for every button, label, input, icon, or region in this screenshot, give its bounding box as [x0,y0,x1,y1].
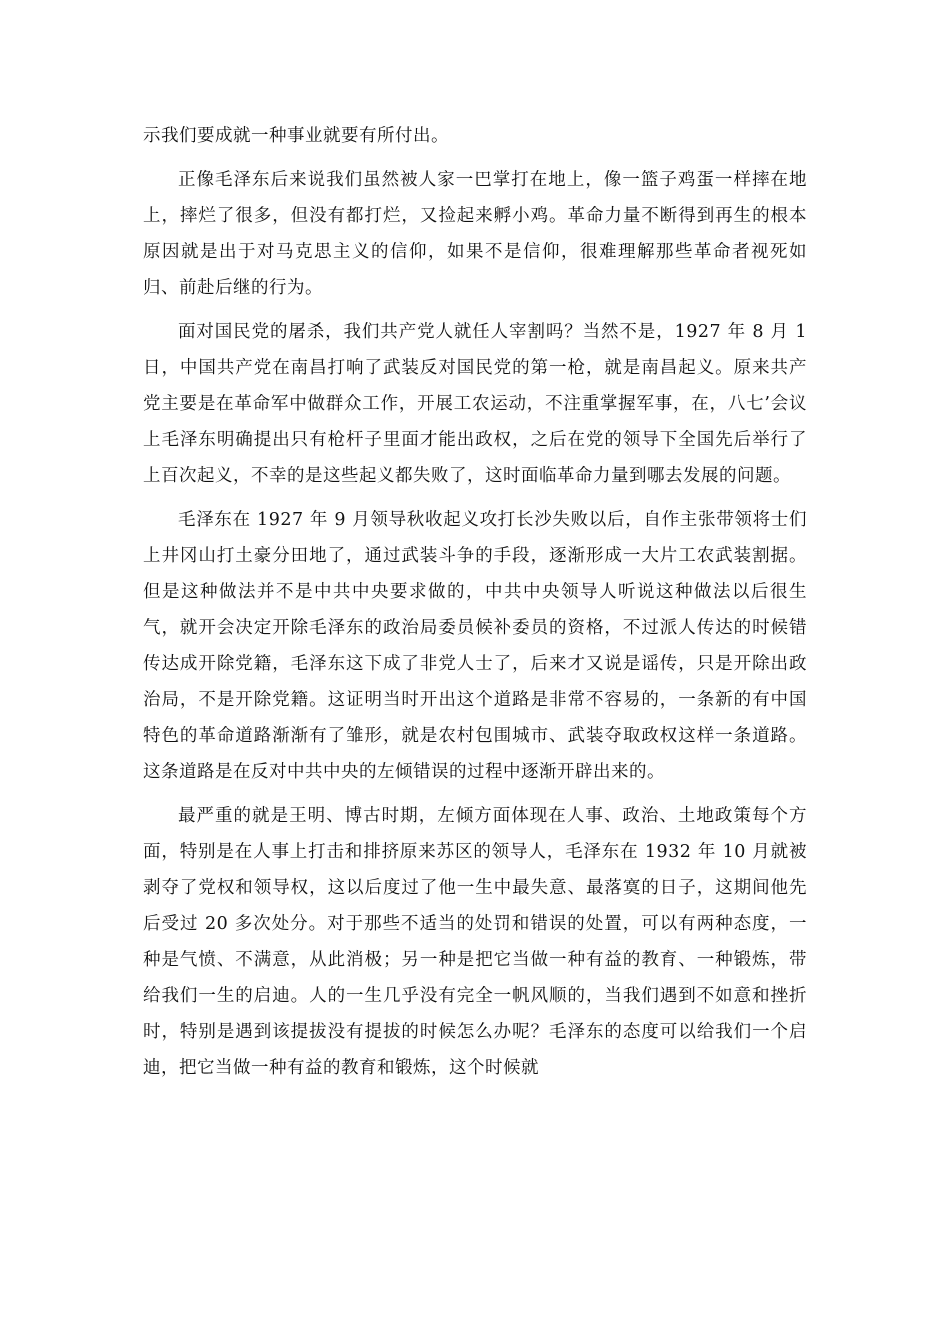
paragraph-2: 正像毛泽东后来说我们虽然被人家一巴掌打在地上，像一篮子鸡蛋一样摔在地上，摔烂了很多，但没有都打烂，又捡起来孵小鸡。革命力量不断得到再生的根本原因就是出于对马克思主义的信仰，如果不是信仰，很难理解那些革命者视死如归、前赴后继的行为。 [143,170,807,298]
paragraph-5: 最严重的就是王明、博古时期，左倾方面体现在人事、政治、土地政策每个方面，特别是在人事上打击和排挤原来苏区的领导人，毛泽东在 1932 年 10 月就被剥夺了党权和领导权，这以后度过了他一生中最失意、最落寞的日子，这期间他先后受过 20 多次处分。对于那些不适当的处罚和错误的处置，可以有两种态度，一种是气愤、不满意，从此消极；另一种是把它当做一种有益的教育、一种锻炼，带给我们一生的启迪。人的一生几乎没有完全一帆风顺的，当我们遇到不如意和挫折时，特别是遇到该提拔没有提拔的时候怎么办呢？毛泽东的态度可以给我们一个启迪，把它当做一种有益的教育和锻炼，这个时候就 [143,806,807,1078]
paragraph-1: 示我们要成就一种事业就要有所付出。 [143,126,449,146]
document-body [143,118,807,1086]
paragraph-4: 毛泽东在 1927 年 9 月领导秋收起义攻打长沙失败以后，自作主张带领将士们上井冈山打土豪分田地了，通过武装斗争的手段，逐渐形成一大片工农武装割据。但是这种做法并不是中共中央要求做的，中共中央领导人听说这种做法以后很生气，就开会决定开除毛泽东的政治局委员候补委员的资格，不过派人传达的时候错传达成开除党籍，毛泽东这下成了非党人士了，后来才又说是谣传，只是开除出政治局，不是开除党籍。这证明当时开出这个道路是非常不容易的，一条新的有中国特色的革命道路渐渐有了雏形，就是农村包围城市、武装夺取政权这样一条道路。这条道路是在反对中共中央的左倾错误的过程中逐渐开辟出来的。 [143,510,807,782]
paragraph-3: 面对国民党的屠杀，我们共产党人就任人宰割吗？当然不是，1927 年 8 月 1 日，中国共产党在南昌打响了武装反对国民党的第一枪，就是南昌起义。原来共产党主要是在革命军中做群众工作，开展工农运动，不注重掌握军事，在，八七’会议上毛泽东明确提出只有枪杆子里面才能出政权，之后在党的领导下全国先后举行了上百次起义，不幸的是这些起义都失败了，这时面临革命力量到哪去发展的问题。 [143,322,807,486]
